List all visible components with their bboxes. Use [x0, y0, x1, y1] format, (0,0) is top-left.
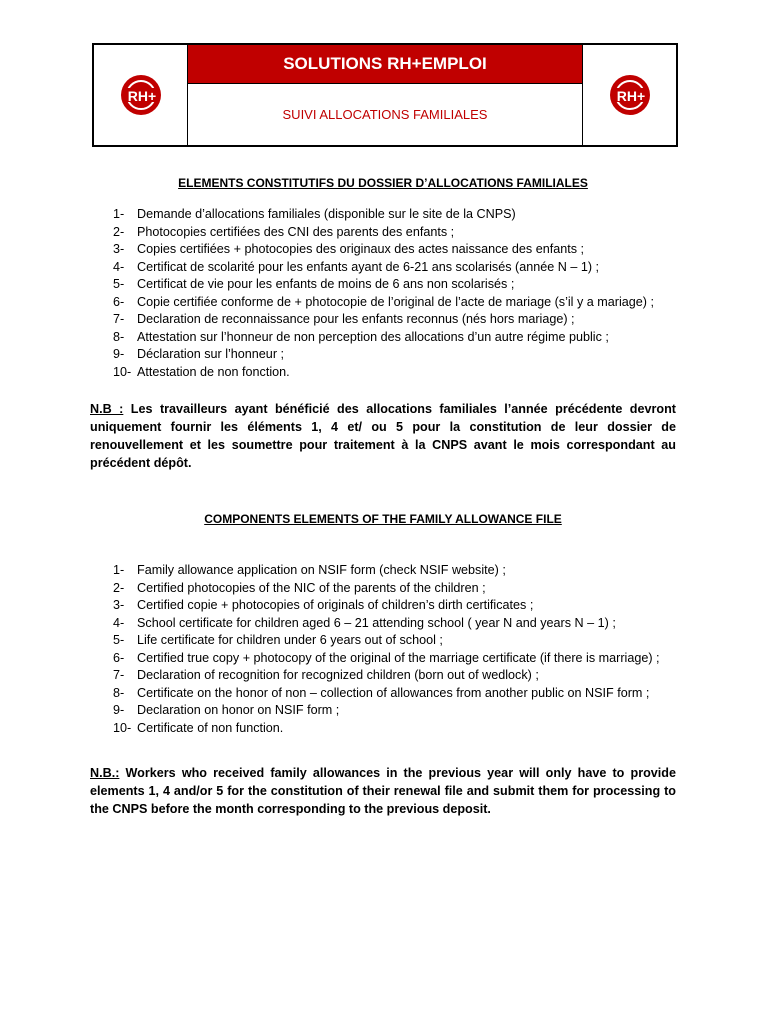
- item-number: 4-: [113, 615, 125, 630]
- note-label: N.B :: [90, 402, 124, 416]
- list-item: [90, 346, 676, 364]
- logo-text: RH+: [616, 88, 645, 104]
- document-header: [92, 43, 678, 147]
- item-text: Photocopies certifiées des CNI des parents des enfants ;: [137, 224, 455, 239]
- list-item: [90, 259, 676, 277]
- item-number: 3-: [113, 242, 125, 256]
- list-item: [90, 667, 676, 685]
- item-text: Déclaration sur l’honneur ;: [137, 347, 285, 361]
- document-body: [90, 176, 676, 818]
- item-number: 1-: [113, 207, 125, 221]
- item-number: 3-: [113, 598, 125, 612]
- logo-cell-right: [582, 45, 676, 145]
- item-number: 8-: [113, 685, 125, 700]
- list-item: [90, 720, 676, 738]
- item-text: Certified photocopies of the NIC of the parents of the children ;: [137, 580, 486, 595]
- rh-plus-logo-icon: [606, 73, 654, 117]
- list-item: [90, 650, 676, 668]
- logo-text: RH+: [127, 88, 156, 104]
- list-item: [90, 632, 676, 650]
- item-number: 9-: [113, 347, 125, 361]
- item-number: 6-: [113, 294, 125, 309]
- list-item: [90, 224, 676, 242]
- item-number: 7-: [113, 668, 125, 682]
- list-item: [90, 241, 676, 259]
- rh-plus-logo-icon: [117, 73, 165, 117]
- english-section-heading: COMPONENTS ELEMENTS OF THE FAMILY ALLOWANCE FILE: [204, 512, 562, 526]
- note-text: Workers who received family allowances in the previous year will only have to provide elements 1, 4 and/or 5 for the constitution of their renewal file and submit them for processing to the CNPS before the month corresponding to the previous deposit.: [90, 766, 676, 816]
- list-item: [90, 580, 676, 598]
- item-number: 7-: [113, 312, 125, 326]
- header-center: [188, 45, 582, 145]
- item-text: Declaration of recognition for recognized children (born out of wedlock) ;: [137, 668, 539, 682]
- item-number: 10-: [113, 720, 132, 735]
- item-text: Certificat de vie pour les enfants de moins de 6 ans non scolarisés ;: [137, 277, 515, 291]
- list-item: [90, 329, 676, 347]
- item-number: 5-: [113, 633, 125, 647]
- list-item: [90, 597, 676, 615]
- list-item: [90, 276, 676, 294]
- french-note: [90, 400, 676, 472]
- item-text: Attestation de non fonction.: [137, 364, 290, 379]
- item-text: Certificate on the honor of non – collection of allowances from another public on NSIF form ;: [137, 685, 650, 700]
- page-title: SOLUTIONS RH+EMPLOI: [188, 45, 582, 84]
- item-text: Certified copie + photocopies of originals of children’s dirth certificates ;: [137, 598, 534, 612]
- item-number: 2-: [113, 580, 125, 595]
- item-text: Family allowance application on NSIF form (check NSIF website) ;: [137, 563, 506, 577]
- logo-cell-left: [94, 45, 188, 145]
- list-item: [90, 685, 676, 703]
- item-text: Declaration on honor on NSIF form ;: [137, 703, 340, 717]
- item-number: 6-: [113, 650, 125, 665]
- item-number: 2-: [113, 224, 125, 239]
- list-item: [90, 311, 676, 329]
- item-text: School certificate for children aged 6 – 21 attending school ( year N and years N – 1) ;: [137, 615, 616, 630]
- note-text: Les travailleurs ayant bénéficié des allocations familiales l’année précédente devront uniquement fournir les éléments 1, 4 et/ ou 5 pour la constitution de leur dossier de renouvellement et les soumettre pour traitement à la CNPS avant le mois correspondant au précédent dépôt.: [90, 402, 676, 470]
- list-item: [90, 615, 676, 633]
- item-number: 4-: [113, 259, 125, 274]
- english-note: [90, 764, 676, 818]
- item-text: Copie certifiée conforme de + photocopie de l’original de l’acte de mariage (s’il y a mariage) ;: [137, 294, 654, 309]
- item-text: Life certificate for children under 6 years out of school ;: [137, 633, 443, 647]
- item-text: Certificate of non function.: [137, 720, 284, 735]
- french-section-heading: ELEMENTS CONSTITUTIFS DU DOSSIER D’ALLOCATIONS FAMILIALES: [178, 176, 588, 190]
- item-text: Declaration de reconnaissance pour les enfants reconnus (nés hors mariage) ;: [137, 312, 575, 326]
- item-text: Demande d’allocations familiales (disponible sur le site de la CNPS): [137, 207, 516, 221]
- item-number: 9-: [113, 703, 125, 717]
- item-number: 5-: [113, 277, 125, 291]
- list-item: [90, 702, 676, 720]
- item-text: Certified true copy + photocopy of the original of the marriage certificate (if there is marriage) ;: [137, 650, 660, 665]
- item-number: 10-: [113, 364, 132, 379]
- item-text: Copies certifiées + photocopies des originaux des actes naissance des enfants ;: [137, 242, 584, 256]
- item-text: Certificat de scolarité pour les enfants ayant de 6-21 ans scolarisés (année N – 1) ;: [137, 259, 600, 274]
- english-list: [90, 562, 676, 737]
- list-item: [90, 206, 676, 224]
- list-item: [90, 364, 676, 382]
- item-number: 1-: [113, 563, 125, 577]
- french-list: [90, 206, 676, 381]
- item-text: Attestation sur l’honneur de non perception des allocations d’un autre régime public ;: [137, 329, 609, 344]
- note-label: N.B.:: [90, 766, 120, 780]
- item-number: 8-: [113, 329, 125, 344]
- page-subtitle: SUIVI ALLOCATIONS FAMILIALES: [282, 107, 488, 122]
- list-item: [90, 562, 676, 580]
- list-item: [90, 294, 676, 312]
